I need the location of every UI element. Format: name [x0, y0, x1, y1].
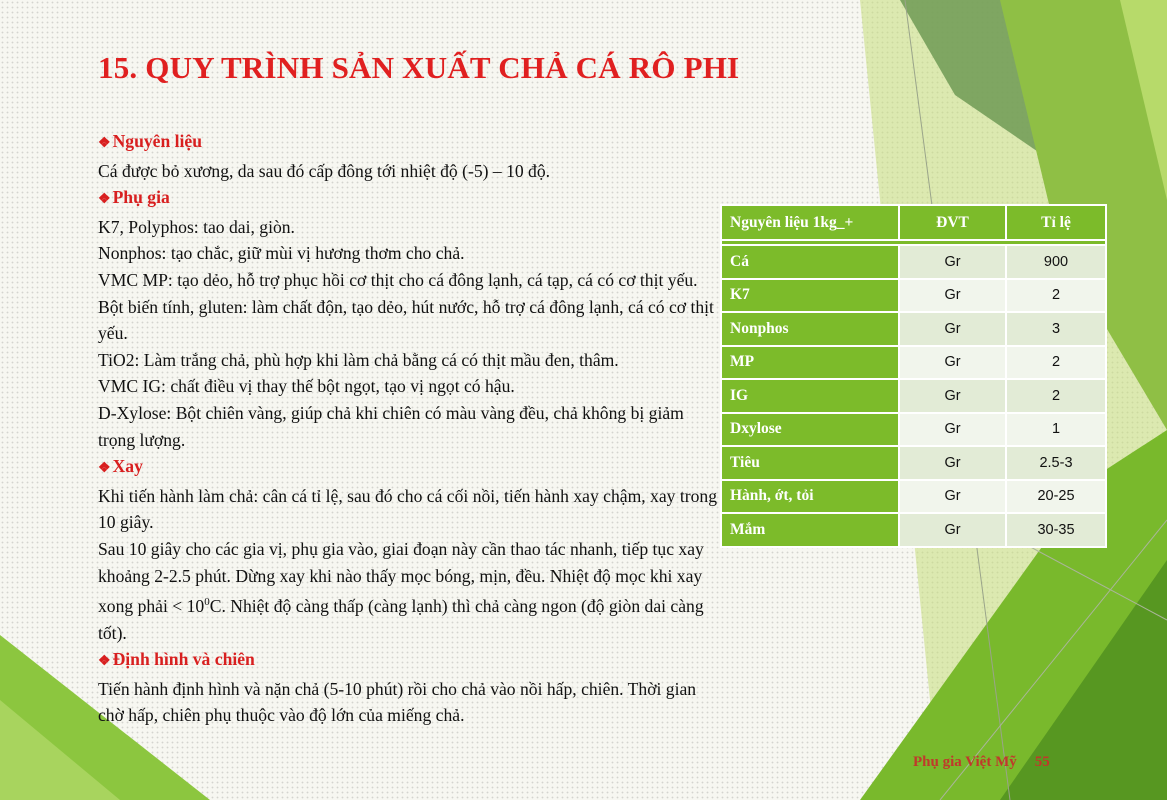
- ratio-cell: 30-35: [1006, 513, 1106, 547]
- table-row: [721, 413, 1106, 447]
- ingredient-name-cell: IG: [721, 379, 899, 413]
- section-heading-xay: ❖ Xay: [98, 456, 143, 477]
- unit-cell: Gr: [899, 279, 1006, 313]
- ingredient-name-cell: Mắm: [721, 513, 899, 547]
- table-row: [721, 480, 1106, 514]
- paragraph: D-Xylose: Bột chiên vàng, giúp chả khi chiên có màu vàng đều, chả không bị giảm trọng lượng.: [98, 402, 684, 450]
- ratio-cell: 2: [1006, 379, 1106, 413]
- ratio-cell: 2: [1006, 346, 1106, 380]
- four-diamond-bullet-icon: ❖: [98, 136, 111, 151]
- section-heading-dinh-hinh-va-chien: ❖ Định hình và chiên: [98, 649, 255, 670]
- footer-brand: Phụ gia Việt Mỹ: [913, 754, 1017, 770]
- paragraph-with-superscript: Sau 10 giây cho các gia vị, phụ gia vào, giai đoạn này cần thao tác nhanh, tiếp tục xay khoảng 2-2.5 phút. Dừng xay khi nào thấy mọc bóng, mịn, đều. Nhiệt độ mọc khi xay xong phải < $10^0C$. Nhiệt độ càng thấp (càng lạnh) thì chả càng ngon (độ giòn dai càng tốt).: [98, 538, 704, 643]
- content-body: [98, 128, 723, 729]
- ingredient-table: [720, 204, 1107, 548]
- ratio-cell: 900: [1006, 245, 1106, 279]
- unit-cell: Gr: [899, 480, 1006, 514]
- slide-title: 15. QUY TRÌNH SẢN XUẤT CHẢ CÁ RÔ PHI: [98, 50, 740, 85]
- ratio-cell: 3: [1006, 312, 1106, 346]
- paragraph: VMC IG: chất điều vị thay thế bột ngọt, tạo vị ngọt có hậu.: [98, 376, 515, 397]
- ingredient-name-cell: Hành, ớt, tỏi: [721, 480, 899, 514]
- column-header-unit: ĐVT: [899, 205, 1006, 240]
- table-header-row: [721, 205, 1106, 240]
- ratio-cell: 2: [1006, 279, 1106, 313]
- ratio-cell: 2.5-3: [1006, 446, 1106, 480]
- unit-cell: Gr: [899, 312, 1006, 346]
- table-row: [721, 279, 1106, 313]
- section-heading-phu-gia: ❖ Phụ gia: [98, 187, 170, 208]
- table-row: [721, 513, 1106, 547]
- degree-superscript: 0: [204, 596, 210, 609]
- table-row: [721, 446, 1106, 480]
- paragraph: VMC MP: tạo dẻo, hỗ trợ phục hồi cơ thịt cho cá đông lạnh, cá tạp, cá có cơ thịt yếu.: [98, 269, 698, 290]
- column-header-ingredient: Nguyên liệu 1kg_+: [721, 205, 899, 240]
- ratio-cell: 1: [1006, 413, 1106, 447]
- page-number: 55: [1034, 754, 1050, 770]
- ratio-cell: 20-25: [1006, 480, 1106, 514]
- four-diamond-bullet-icon: ❖: [98, 192, 111, 208]
- unit-cell: Gr: [899, 513, 1006, 547]
- ingredient-name-cell: Tiêu: [721, 446, 899, 480]
- ingredient-name-cell: MP: [721, 346, 899, 380]
- four-diamond-bullet-icon: ❖: [98, 461, 111, 477]
- paragraph: K7, Polyphos: tao dai, giòn.: [98, 216, 295, 237]
- unit-cell: Gr: [899, 413, 1006, 447]
- ingredient-name-cell: K7: [721, 279, 899, 313]
- paragraph: Bột biến tính, gluten: làm chất độn, tạo dẻo, hút nước, hỗ trợ cá đông lạnh, cá có cơ thịt yếu.: [98, 296, 714, 344]
- table-row: [721, 312, 1106, 346]
- paragraph: Nonphos: tạo chắc, giữ mùi vị hương thơm cho chả.: [98, 243, 465, 264]
- paragraph: Khi tiến hành làm chả: cân cá tỉ lệ, sau đó cho cá cối nồi, tiến hành xay chậm, xay trong 10 giây.: [98, 485, 717, 533]
- paragraph: Tiến hành định hình và nặn chả (5-10 phút) rồi cho chả vào nồi hấp, chiên. Thời gian chờ hấp, chiên phụ thuộc vào độ lớn của miếng chả.: [98, 678, 697, 726]
- ingredient-name-cell: Nonphos: [721, 312, 899, 346]
- unit-cell: Gr: [899, 446, 1006, 480]
- unit-cell: Gr: [899, 379, 1006, 413]
- table-row: [721, 245, 1106, 279]
- paragraph: Cá được bỏ xương, da sau đó cấp đông tới nhiệt độ (-5) – 10 độ.: [98, 160, 551, 181]
- section-heading-nguyen-lieu: ❖ Nguyên liệu: [98, 131, 203, 151]
- ingredient-name-cell: Cá: [721, 245, 899, 279]
- table-row: [721, 379, 1106, 413]
- ingredient-table-container: [720, 204, 1105, 548]
- four-diamond-bullet-icon: ❖: [98, 654, 111, 670]
- paragraph: TiO2: Làm trắng chả, phù hợp khi làm chả bằng cá có thịt mầu đen, thâm.: [98, 349, 619, 370]
- table-row: [721, 346, 1106, 380]
- ingredient-name-cell: Dxylose: [721, 413, 899, 447]
- unit-cell: Gr: [899, 245, 1006, 279]
- unit-cell: Gr: [899, 346, 1006, 380]
- column-header-ratio: Tỉ lệ: [1006, 205, 1106, 240]
- slide-footer: [913, 754, 1050, 771]
